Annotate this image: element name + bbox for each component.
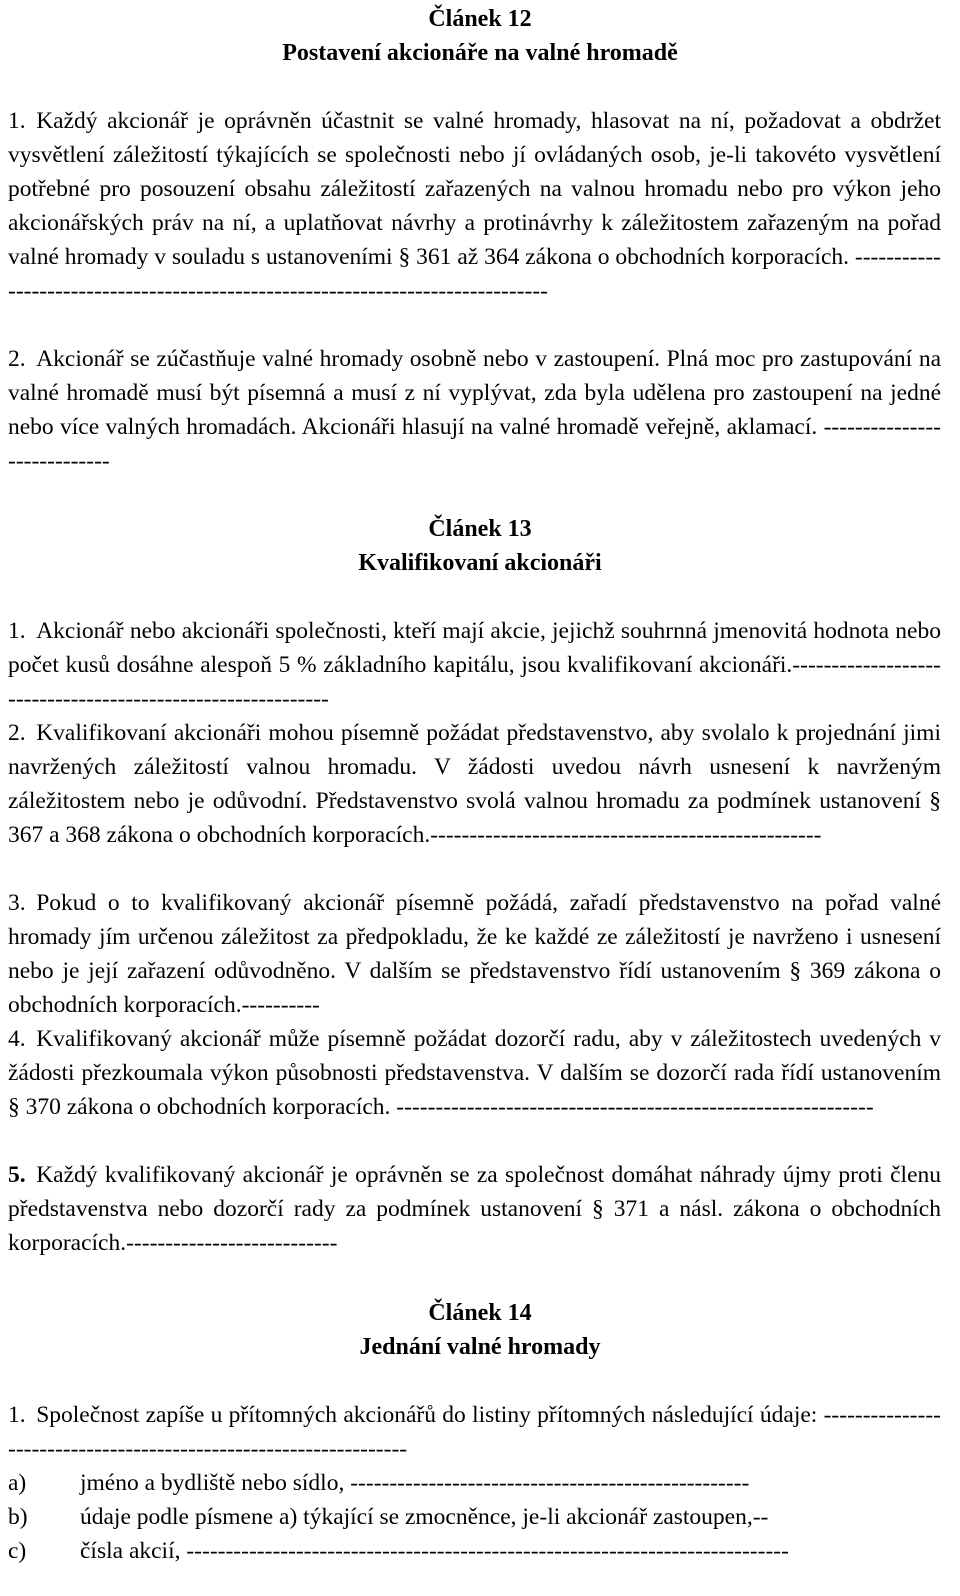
article-14-title: Jednání valné hromady: [359, 1334, 601, 1360]
article-13-title: Kvalifikovaní akcionáři: [358, 550, 602, 576]
article-13-paragraph-5: [8, 1158, 941, 1260]
paragraph-number: 2.: [8, 720, 26, 746]
paragraph-number: 4.: [8, 1026, 26, 1052]
paragraph-text: Každý akcionář je oprávněn účastnit se valné hromady, hlasovat na ní, požadovat a obdržet vysvětlení záležitostí týkajících se společnosti nebo jí ovládaných osob, je-li takovéto vysvětlení potřebné pro posouzení obsahu záležitostí zařazených na valnou hromadu nebo pro výkon jeho akcionářských práv na ní, a uplatňovat návrhy a protinávrhy k záležitostem zařazeným na pořad valné hromady v souladu s ustanoveními § 361 až 364 zákona o obchodních korporacích. --------------------------------------------------------------------------------: [8, 108, 941, 304]
article-13-paragraph-3: [8, 886, 941, 1022]
list-text: jméno a bydliště nebo sídlo, ---------------------------------------------------: [80, 1470, 750, 1496]
article-12-title: Postavení akcionáře na valné hromadě: [282, 40, 678, 66]
paragraph-number: 5.: [8, 1162, 26, 1188]
article-13-number: Článek 13: [428, 516, 532, 542]
list-text: čísla akcií, -----------------------------------------------------------------------------: [80, 1538, 789, 1564]
paragraph-text: Společnost zapíše u přítomných akcionářů do listiny přítomných následující údaje: ------------------------------------------------------------------: [8, 1402, 941, 1462]
list-label: c): [8, 1538, 27, 1564]
list-item-a: [8, 1466, 941, 1500]
paragraph-text: Kvalifikovaní akcionáři mohou písemně požádat představenstvo, aby svolalo k projednání jimi navržených záležitostí valnou hromadu. V žádosti uvedou návrh usnesení k navrženým záležitostem nebo je odůvodní. Představenstvo svolá valnou hromadu za podmínek ustanovení § 367 a 368 zákona o obchodních korporacích.--------------------------------------------------: [8, 720, 941, 848]
list-item-c: [8, 1534, 941, 1568]
article-14-paragraph-1: [8, 1398, 941, 1466]
paragraph-number: 2.: [8, 346, 26, 372]
article-12-number: Článek 12: [428, 6, 532, 32]
list-label: b): [8, 1504, 28, 1530]
article-13-paragraph-4: [8, 1022, 941, 1124]
article-12-paragraph-1: [8, 104, 941, 308]
list-label: a): [8, 1470, 27, 1496]
paragraph-text: Každý kvalifikovaný akcionář je oprávněn se za společnost domáhat náhrady újmy proti členu představenstva nebo dozorčí rady za podmínek ustanovení § 371 a násl. zákona o obchodních korporacích.---------------------------: [8, 1162, 941, 1256]
paragraph-number: 1.: [8, 1402, 26, 1428]
paragraph-text: Akcionář nebo akcionáři společnosti, kteří mají akcie, jejichž souhrnná jmenovitá hodnota nebo počet kusů dosáhne alespoň 5 % základního kapitálu, jsou kvalifikovaní akcionáři.------------------------------------------------------------: [8, 618, 941, 712]
paragraph-number: 3.: [8, 890, 26, 916]
paragraph-text: Kvalifikovaný akcionář může písemně požádat dozorčí radu, aby v záležitostech uvedených v žádosti přezkoumala výkon působnosti představenstva. V dalším se dozorčí rada řídí ustanovením § 370 zákona o obchodních korporacích. -------------------------------------------------------------: [8, 1026, 941, 1120]
list-item-b: [8, 1500, 941, 1534]
paragraph-number: 1.: [8, 108, 26, 134]
article-14-number: Článek 14: [428, 1300, 532, 1326]
article-13-paragraph-2: [8, 716, 941, 852]
article-13-paragraph-1: [8, 614, 941, 716]
paragraph-number: 1.: [8, 618, 26, 644]
paragraph-text: Akcionář se zúčastňuje valné hromady osobně nebo v zastoupení. Plná moc pro zastupování na valné hromadě musí být písemná a musí z ní vyplývat, zda byla udělena pro zastoupení na jedné nebo více valných hromadách. Akcionáři hlasují na valné hromadě veřejně, aklamací. ----------------------------: [8, 346, 941, 474]
paragraph-text: Pokud o to kvalifikovaný akcionář písemně požádá, zařadí představenstvo na pořad valné hromady jím určenou záležitost za předpokladu, že ke každé ze záležitostí je navrženo i usnesení nebo je její zařazení odůvodněno. V dalším se představenstvo řídí ustanovením § 369 zákona o obchodních korporacích.----------: [8, 890, 941, 1018]
list-text: údaje podle písmene a) týkající se zmocněnce, je-li akcionář zastoupen,--: [80, 1504, 769, 1530]
article-12-paragraph-2: [8, 342, 941, 478]
